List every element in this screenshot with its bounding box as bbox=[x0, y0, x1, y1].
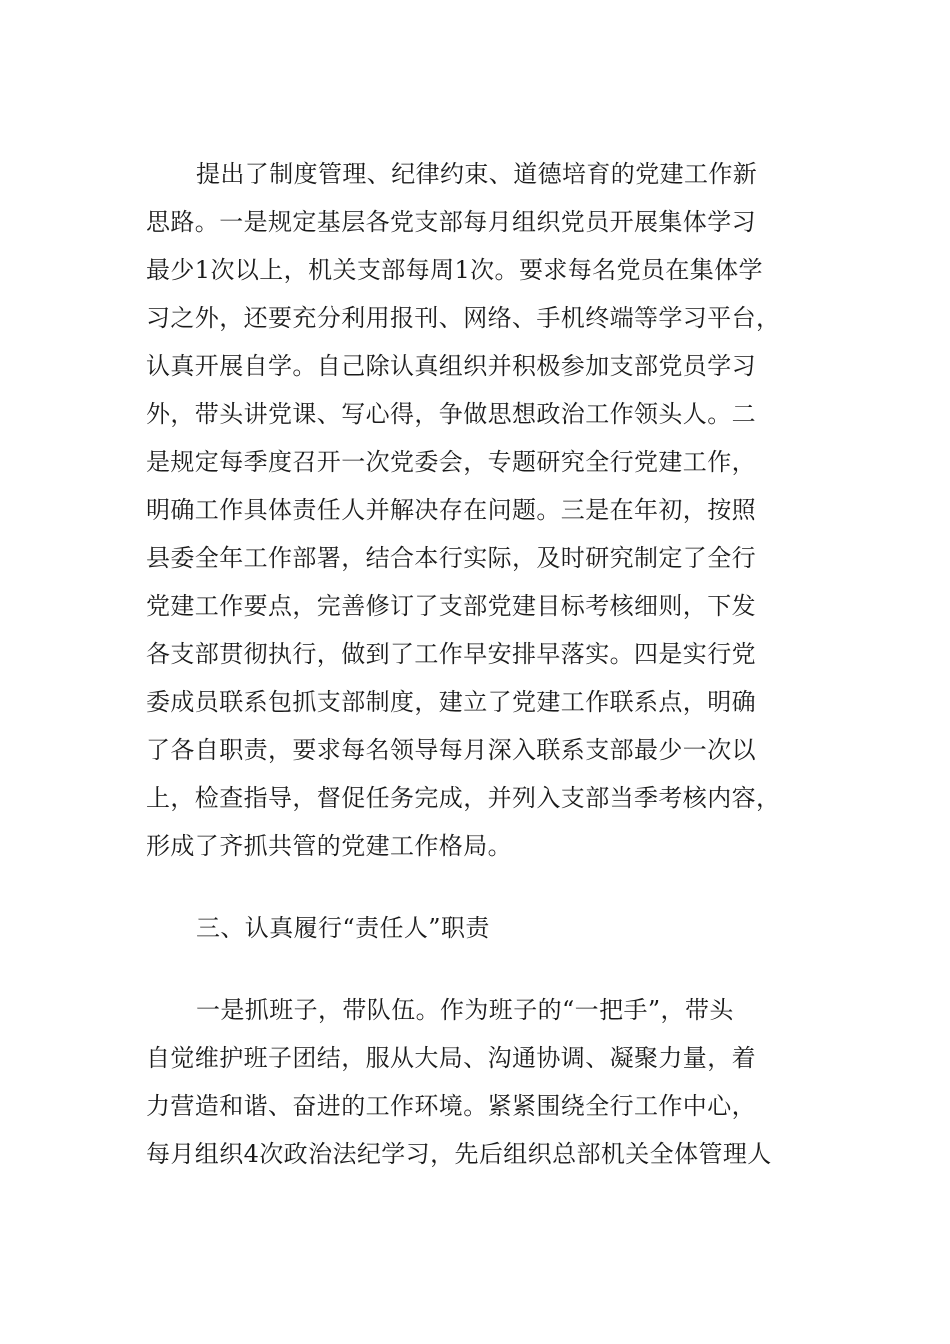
paragraph-line: 委成员联系包抓支部制度，建立了党建工作联系点，明确 bbox=[146, 688, 756, 716]
paragraph-line: 认真开展自学。自己除认真组织并积极参加支部党员学习 bbox=[146, 352, 756, 380]
paragraph-line: 外，带头讲党课、写心得，争做思想政治工作领头人。二 bbox=[146, 400, 756, 428]
paragraph-line: 是规定每季度召开一次党委会，专题研究全行党建工作， bbox=[146, 448, 756, 476]
paragraph-line: 一是抓班子，带队伍。作为班子的“一把手”，带头 bbox=[196, 996, 734, 1024]
paragraph-line: 力营造和谐、奋进的工作环境。紧紧围绕全行工作中心， bbox=[146, 1092, 756, 1120]
paragraph-line: 提出了制度管理、纪律约束、道德培育的党建工作新 bbox=[196, 160, 758, 188]
paragraph-line: 最少1次以上，机关支部每周1次。要求每名党员在集体学 bbox=[146, 256, 763, 284]
paragraph-line: 思路。一是规定基层各党支部每月组织党员开展集体学习 bbox=[146, 208, 756, 236]
paragraph-line: 明确工作具体责任人并解决存在问题。三是在年初，按照 bbox=[146, 496, 756, 524]
paragraph-line: 每月组织4次政治法纪学习，先后组织总部机关全体管理人 bbox=[146, 1140, 772, 1168]
paragraph-line: 形成了齐抓共管的党建工作格局。 bbox=[146, 832, 512, 860]
paragraph-line: 习之外，还要充分利用报刊、网络、手机终端等学习平台， bbox=[146, 304, 781, 332]
paragraph-line: 了各自职责，要求每名领导每月深入联系支部最少一次以 bbox=[146, 736, 756, 764]
paragraph-line: 党建工作要点，完善修订了支部党建目标考核细则，下发 bbox=[146, 592, 756, 620]
section-heading: 三、认真履行“责任人”职责 bbox=[196, 914, 490, 942]
paragraph-line: 县委全年工作部署，结合本行实际，及时研究制定了全行 bbox=[146, 544, 756, 572]
paragraph-line: 自觉维护班子团结，服从大局、沟通协调、凝聚力量，着 bbox=[146, 1044, 756, 1072]
paragraph-line: 上，检查指导，督促任务完成，并列入支部当季考核内容， bbox=[146, 784, 781, 812]
paragraph-line: 各支部贯彻执行，做到了工作早安排早落实。四是实行党 bbox=[146, 640, 756, 668]
